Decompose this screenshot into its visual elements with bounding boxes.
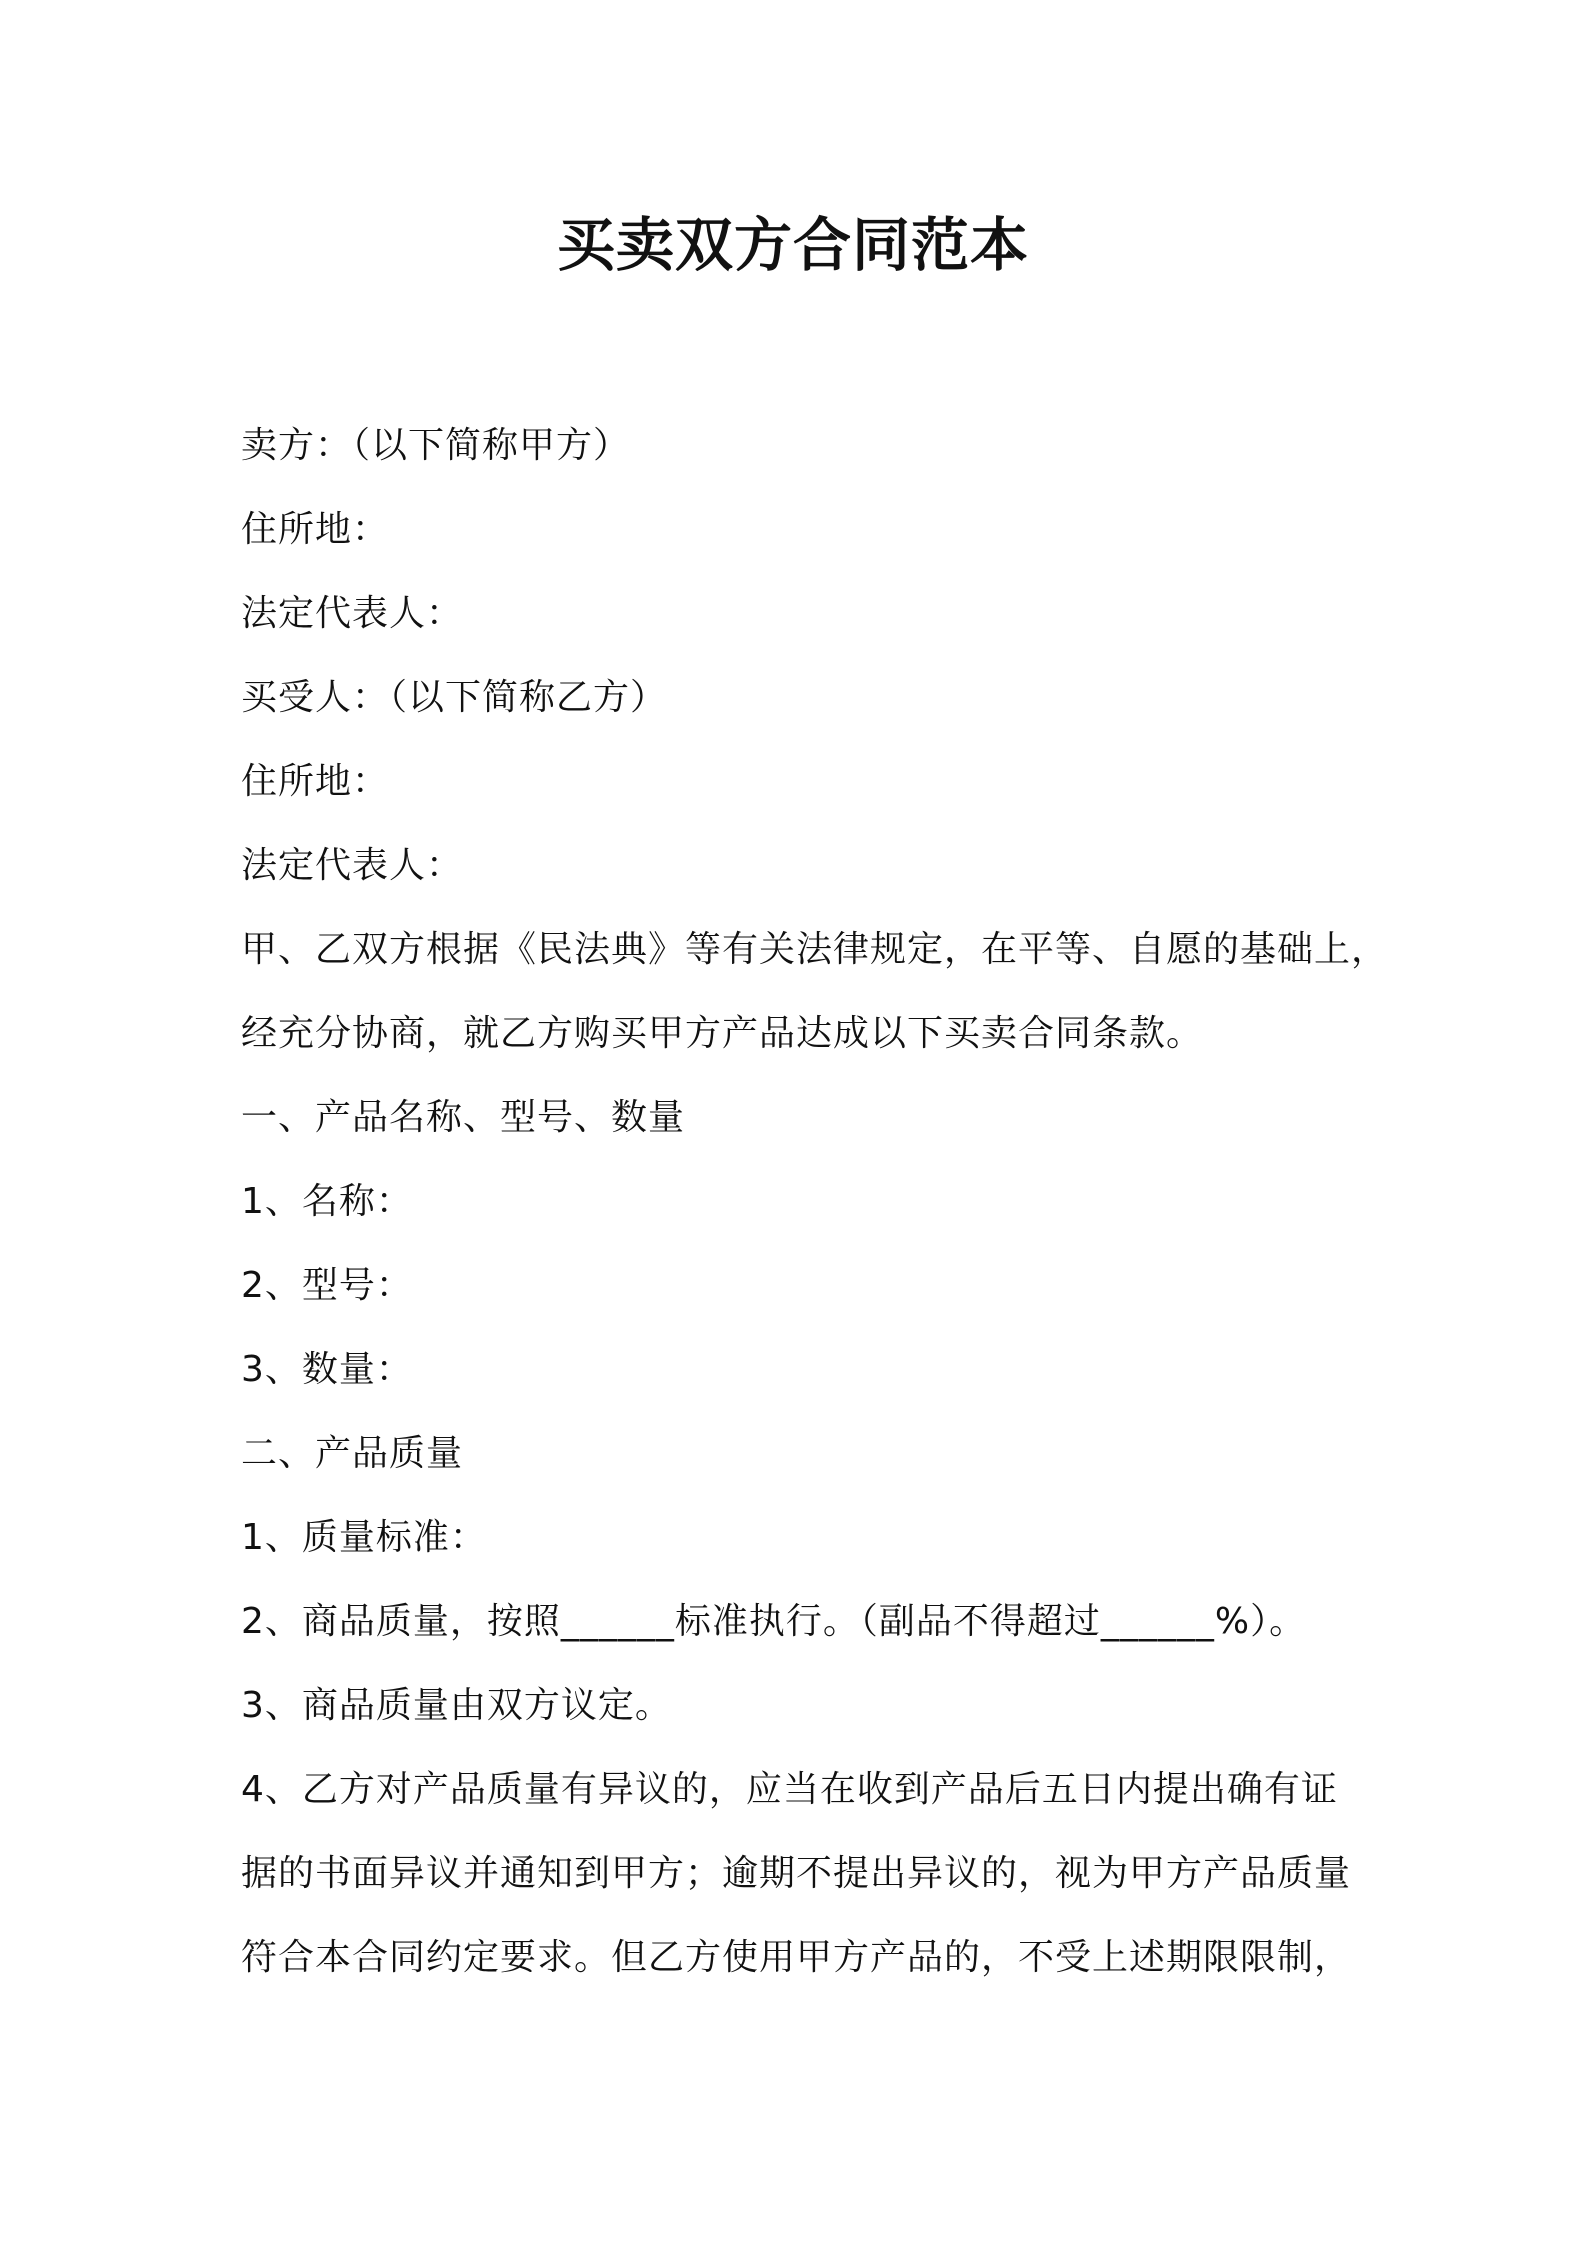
preamble-line-1: 甲、乙双方根据《民法典》等有关法律规定，在平等、自愿的基础上， — [241, 929, 1389, 970]
document-body — [241, 404, 1389, 2000]
buyer-representative-line: 法定代表人： — [241, 845, 464, 886]
preamble-line-2: 经充分协商，就乙方购买甲方产品达成以下买卖合同条款。 — [241, 1013, 1204, 1054]
buyer-line: 买受人：（以下简称乙方） — [241, 677, 668, 718]
section-heading-quality: 二、产品质量 — [241, 1433, 464, 1474]
seller-line: 卖方：（以下简称甲方） — [241, 425, 631, 466]
quality-objection-line-1: 4、乙方对产品质量有异议的，应当在收到产品后五日内提出确有证 — [241, 1769, 1338, 1810]
document-title: 买卖双方合同范本 — [556, 211, 1029, 279]
product-model-line: 2、型号： — [241, 1265, 413, 1306]
product-name-line: 1、名称： — [241, 1181, 413, 1222]
seller-address-line: 住所地： — [241, 509, 390, 550]
quality-agreement-line: 3、商品质量由双方议定。 — [241, 1685, 672, 1726]
seller-representative-line: 法定代表人： — [241, 593, 464, 634]
buyer-address-line: 住所地： — [241, 761, 390, 802]
quality-standard-line: 1、质量标准： — [241, 1517, 487, 1558]
quality-objection-line-3: 符合本合同约定要求。但乙方使用甲方产品的，不受上述期限限制， — [241, 1937, 1352, 1978]
section-heading-products: 一、产品名称、型号、数量 — [241, 1097, 686, 1138]
quality-execution-line: 2、商品质量，按照______标准执行。（副品不得超过______%）。 — [241, 1601, 1307, 1642]
quality-objection-line-2: 据的书面异议并通知到甲方；逾期不提出异议的，视为甲方产品质量 — [241, 1853, 1352, 1894]
product-quantity-line: 3、数量： — [241, 1349, 413, 1390]
